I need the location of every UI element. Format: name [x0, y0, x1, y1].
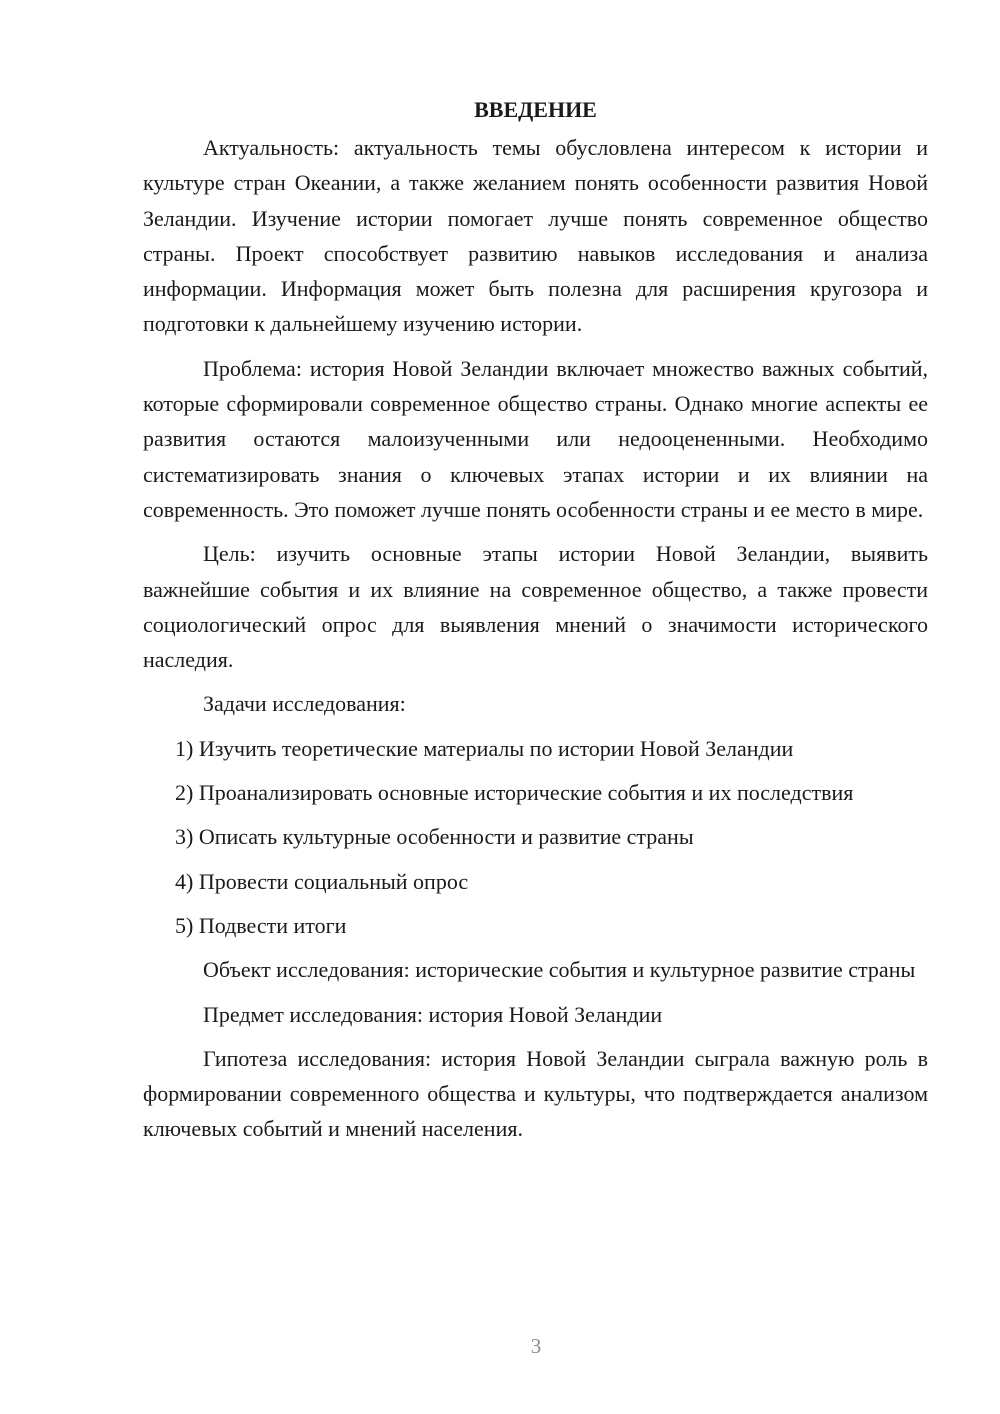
task-item-2: 2) Проанализировать основные исторические события и их последствия	[175, 780, 854, 806]
section-title: ВВЕДЕНИЕ	[474, 97, 597, 122]
page-number: 3	[530, 1334, 542, 1358]
problem-paragraph: Проблема: история Новой Зеландии включает множество важных событий, которые сформировали современное общество страны. Однако многие аспекты ее развития остаются малоизученными или недооцененными. Необходимо систематизировать знания о ключевых этапах истории и их влиянии на современность. Это поможет лучше понять особенности страны и ее место в мире.	[143, 355, 928, 522]
object-paragraph: Объект исследования: исторические события и культурное развитие страны	[203, 957, 916, 983]
task-item-3: 3) Описать культурные особенности и развитие страны	[175, 824, 694, 850]
goal-paragraph: Цель: изучить основные этапы истории Новой Зеландии, выявить важнейшие события и их влияние на современное общество, а также провести социологический опрос для выявления мнений о значимости исторического наследия.	[143, 541, 928, 673]
task-item-5: 5) Подвести итоги	[175, 912, 347, 938]
task-item-1: 1) Изучить теоретические материалы по истории Новой Зеландии	[175, 735, 794, 761]
tasks-heading: Задачи исследования:	[203, 691, 406, 717]
task-item-4: 4) Провести социальный опрос	[175, 868, 469, 894]
subject-paragraph: Предмет исследования: история Новой Зеландии	[203, 1001, 663, 1027]
relevance-paragraph: Актуальность: актуальность темы обусловлена интересом к истории и культуре стран Океании, а также желанием понять особенности развития Новой Зеландии. Изучение истории помогает лучше понять современное общество страны. Проект способствует развитию навыков исследования и анализа информации. Информация может быть полезна для расширения кругозора и подготовки к дальнейшему изучению истории.	[143, 135, 928, 337]
hypothesis-paragraph: Гипотеза исследования: история Новой Зеландии сыграла важную роль в формировании современного общества и культуры, что подтверждается анализом ключевых событий и мнений населения.	[143, 1045, 928, 1142]
document-page	[143, 92, 928, 1156]
